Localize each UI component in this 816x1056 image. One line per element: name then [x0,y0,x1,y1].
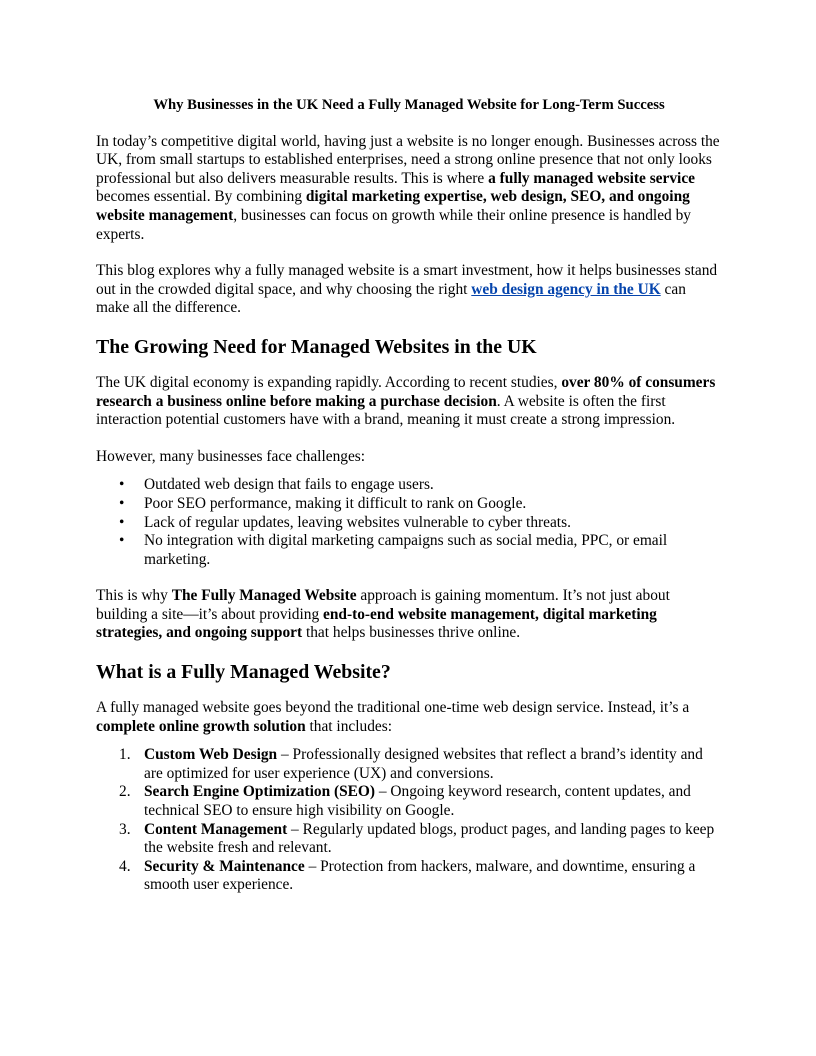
list-item-text: Outdated web design that fails to engage users. [144,476,434,494]
section1-paragraph-3 [96,587,722,643]
section1-bold-1: over 80% of consumers research a business online before making a purchase decision [96,373,716,410]
document-page [96,96,722,895]
intro-text-2: becomes essential. By combining [96,188,306,206]
section-heading-fully-managed: What is a Fully Managed Website? [96,661,391,684]
section1-p3-text-1: This is why [96,587,172,605]
list-item-title: Custom Web Design [144,746,278,764]
list-item-desc: – Regularly updated blogs, product pages, and landing pages to keep the website fresh and relevant. [144,820,715,857]
list-item [119,532,722,569]
intro-text-3: , businesses can focus on growth while their online presence is handled by experts. [96,206,691,243]
list-item-desc: – Professionally designed websites that reflect a brand’s identity and are optimized for user experience (UX) and conversions. [144,746,703,782]
list-item [119,820,722,858]
list-item-text: No integration with digital marketing campaigns such as social media, PPC, or email marketing. [144,532,668,568]
list-item [119,476,722,495]
list-number: 4. [119,857,131,875]
section2-text-1: A fully managed website goes beyond the traditional one-time web design service. Instead, it’s a [96,699,690,717]
list-item-title: Content Management [144,820,288,838]
section1-text-2: . A website is often the first interaction potential customers have with a brand, meaning it must create a strong impression. [96,392,676,429]
intro-bold-1: a fully managed website service [488,169,695,187]
list-item [119,857,722,895]
list-number: 1. [119,746,131,764]
list-item [119,494,722,514]
list-number: 3. [119,820,131,838]
document-title: Why Businesses in the UK Need a Fully Managed Website for Long-Term Success [153,97,665,113]
list-item [119,783,722,820]
intro-text-1: In today’s competitive digital world, having just a website is no longer enough. Businesses across the UK, from small startups to established enterprises, need a strong online presence that not only looks professional but also delivers measurable results. This is where [96,132,720,187]
intro-paragraph [96,133,722,245]
features-list [96,746,722,895]
bullet-icon: • [119,532,125,550]
section1-p3-text-2: approach is gaining momentum. It’s not just about building a site—it’s about providing [96,587,670,623]
blog-paragraph [96,262,722,318]
list-item-text: Lack of regular updates, leaving websites vulnerable to cyber threats. [144,513,571,531]
list-item [119,513,722,533]
section1-p3-text-3: that helps businesses thrive online. [302,624,521,642]
section2-text-2: that includes: [305,717,392,735]
section1-text-1: The UK digital economy is expanding rapidly. According to recent studies, [96,373,562,391]
challenges-list [96,476,722,569]
bullet-icon: • [119,476,125,494]
section1-p3-bold-1: The Fully Managed Website [171,587,357,605]
section2-paragraph-1 [96,699,722,736]
blog-text-1: This blog explores why a fully managed website is a smart investment, how it helps businesses stand out in the crowded digital space, and why choosing the right [96,262,718,298]
list-item-desc: – Protection from hackers, malware, and downtime, ensuring a smooth user experience. [144,857,696,894]
section1-p3-bold-2: end-to-end website management, digital marketing strategies, and ongoing support [96,605,657,642]
bullet-icon: • [119,513,125,531]
bullet-icon: • [119,494,125,512]
list-number: 2. [119,783,131,801]
section2-bold-1: complete online growth solution [96,717,306,735]
list-item-title: Security & Maintenance [144,857,305,875]
list-item-text: Poor SEO performance, making it difficult to rank on Google. [144,494,527,512]
list-item-title: Search Engine Optimization (SEO) [144,783,376,801]
section-heading-growing-need: The Growing Need for Managed Websites in the UK [96,335,537,358]
list-item-desc: – Ongoing keyword research, content updates, and technical SEO to ensure high visibility on Google. [144,783,691,820]
section1-paragraph-2: However, many businesses face challenges: [96,447,366,465]
list-item [119,746,722,783]
blog-text-2: can make all the difference. [96,280,686,317]
intro-bold-2: digital marketing expertise, web design, SEO, and ongoing website management [96,188,690,224]
section1-paragraph-1 [96,374,722,430]
web-design-agency-link[interactable]: web design agency in the UK [471,280,661,298]
